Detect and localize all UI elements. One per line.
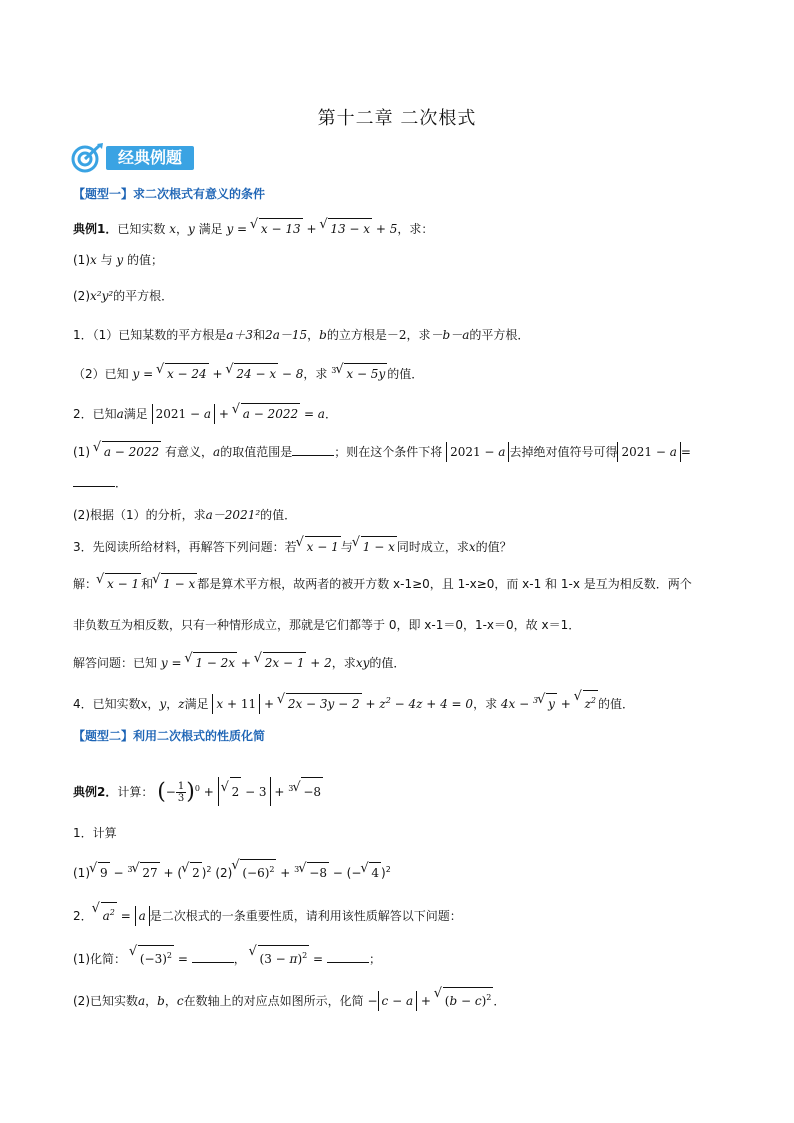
page-title: 第十二章 二次根式	[317, 108, 477, 129]
problem-2: 2．已知a满足 2021 − a + √ a − 2022 = a．	[73, 403, 337, 424]
example-1-q1: (1)x 与 y 的值；	[73, 253, 164, 267]
problem-2-q1: (1) √ a − 2022 有意义，a的取值范围是 ；则在这个条件下将 2021 − a 去掉绝对值符号可得 2021 − a =	[73, 441, 691, 462]
problem-3-solution-2: 非负数互为相反数，只有一种情形成立，那就是它们都等于 0，即 x-1＝0，1-x＝0，故 x＝1．	[73, 618, 581, 632]
answer-blank[interactable]	[327, 950, 369, 963]
problem-4: 4．已知实数x，y，z满足 x + 11 + √ $2x - 3y - 2 + z^2 - 4z + 4 = 0$，求 4x − $^3$√ y + √ $z^2$ 的值．	[73, 690, 634, 714]
answer-blank[interactable]	[73, 474, 115, 487]
question-1-items: (1)√ 9 − $^3$√ 27 + (√ 2 )$^2$ (2)√ $(-6)^2 + ^3√ -8$ − (−√ 4 )$^2$	[73, 859, 391, 883]
answer-blank[interactable]	[292, 443, 334, 456]
badge-label: 经典例题	[106, 146, 194, 170]
section-header-2: 【题型二】利用二次根式的性质化简	[73, 729, 266, 743]
example-2: 典例2．计算： (− $\frac{1}{3}$ )$^0$ + √ 2 − 3 + $^3$√ −8	[73, 775, 323, 807]
example-1-q2: (2)x²y²的平方根．	[73, 289, 174, 303]
problem-1a: 1．（1）已知某数的平方根是a＋3和2a－15，b的立方根是－2，求－b－a的平方根．	[73, 328, 530, 342]
question-2-2: (2)已知实数a，b，c在数轴上的对应点如图所示，化简 − c − a + √ $(b - c)^2$ ．	[73, 987, 505, 1011]
question-1: 1．计算	[73, 826, 117, 840]
target-icon	[70, 142, 104, 174]
example-1: 典例1．已知实数 x，y 满足 y = √ x − 13 + √ 13 − x + 5，求：	[73, 218, 433, 239]
problem-2-q2: (2)根据（1）的分析，求a－2021²的值．	[73, 508, 297, 522]
section-header-1: 【题型一】求二次根式有意义的条件	[73, 187, 266, 201]
question-2-1: (1)化简： √ $(-3)^2$ = ， √ $(3 - \pi)^2$ = ；	[73, 945, 381, 969]
answer-blank[interactable]	[192, 950, 234, 963]
problem-3-question: 解答问题：已知 y = √ 1 − 2x + √ 2x − 1 + 2，求xy的值．	[73, 652, 405, 673]
question-2: 2．√ $a^2 = a$ 是二次根式的一条重要性质，请利用该性质解答以下问题：	[73, 902, 462, 926]
formula: y = √ x − 13 + √ 13 − x + 5	[226, 222, 397, 236]
problem-3-solution-1: 解：√ x − 1 和√ 1 − x 都是算术平方根，故两者的被开方数 x-1≥0，且 1-x≥0，而 x-1 和 1-x 是互为相反数．两个	[73, 573, 692, 594]
section-badge	[70, 143, 194, 173]
problem-1b: （2）已知 y = √ x − 24 + √ 24 − x − 8，求 $^3$√ x − 5y 的值．	[73, 361, 423, 384]
problem-3: 3．先阅读所给材料，再解答下列问题：若√ x − 1 与√ 1 − x 同时成立，求x的值？	[73, 536, 512, 557]
problem-2-q1-cont: ．	[73, 473, 127, 493]
